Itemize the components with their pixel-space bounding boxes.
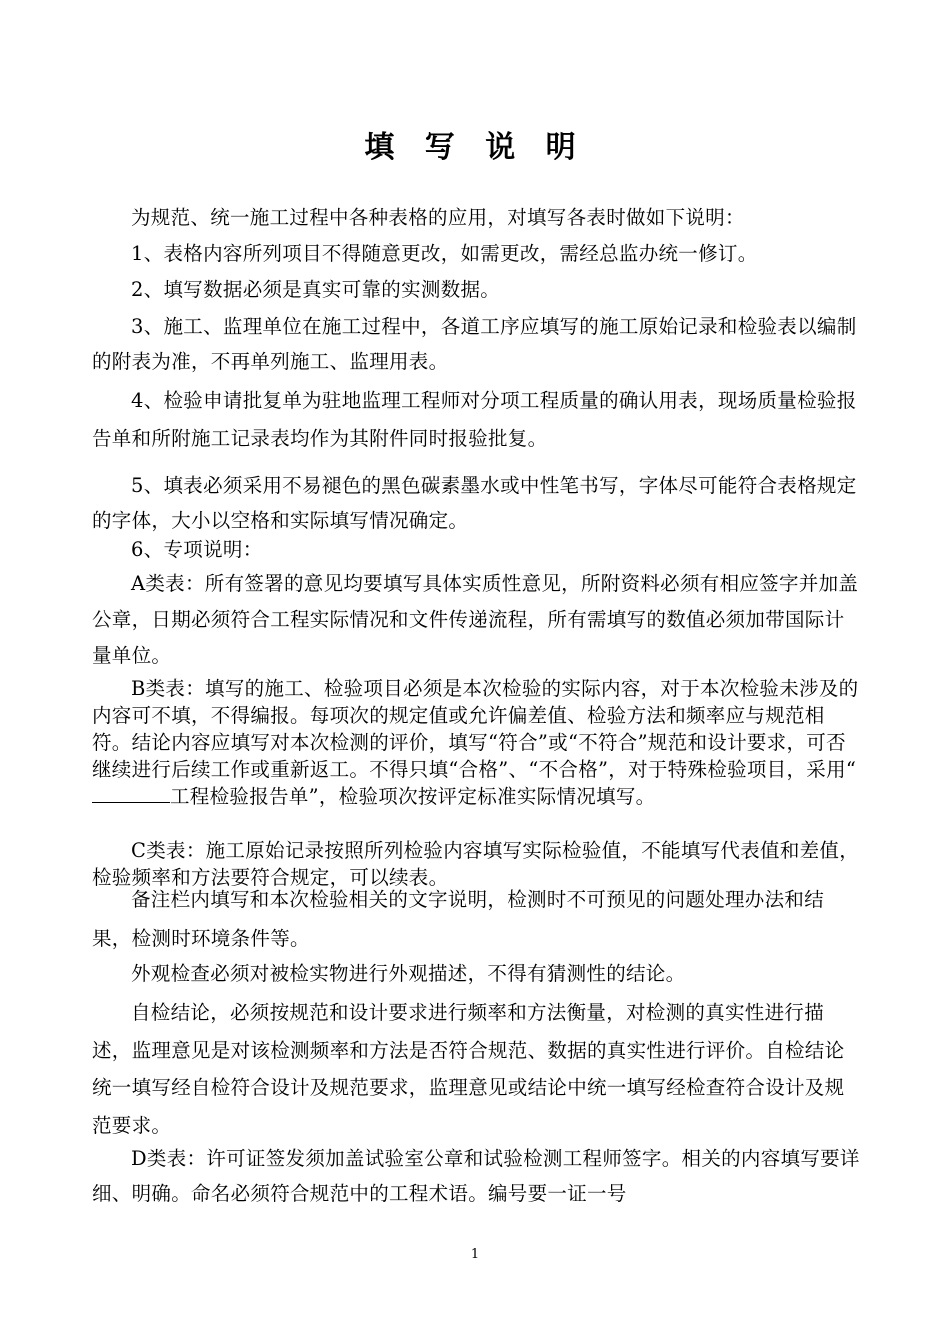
class-b-paragraph — [92, 675, 862, 810]
item-4-paragraph: 4、检验申请批复单为驻地监理工程师对分项工程质量的确认用表，现场质量检验报告单和所附施工记录表均作为其附件同时报验批复。 — [92, 389, 857, 450]
class-c-paragraph: C类表：施工原始记录按照所列检验内容填写实际检验值，不能填写代表值和差值，检验频率和方法要符合规定，可以续表。 — [92, 839, 860, 889]
document-title: 填 写 说 明 — [364, 130, 586, 165]
item-2-paragraph: 2、填写数据必须是真实可靠的实测数据。 — [131, 278, 501, 301]
item-6-paragraph: 6、专项说明： — [131, 538, 263, 561]
fill-in-blank — [92, 784, 170, 803]
intro-paragraph: 为规范、统一施工过程中各种表格的应用，对填写各表时做如下说明： — [131, 206, 745, 229]
item-3-paragraph: 3、施工、监理单位在施工过程中，各道工序应填写的施工原始记录和检验表以编制的附表为准，不再单列施工、监理用表。 — [92, 315, 857, 373]
self-check-paragraph: 自检结论，必须按规范和设计要求进行频率和方法衡量，对检测的真实性进行描述，监理意见是对该检测频率和方法是否符合规范、数据的真实性进行评价。自检结论统一填写经自检符合设计及规范要求，监理意见或结论中统一填写经检查符合设计及规范要求。 — [92, 1001, 845, 1137]
class-b-text-part2: 工程检验报告单”，检验项次按评定标准实际情况填写。 — [170, 785, 656, 808]
class-a-paragraph: A类表：所有签署的意见均要填写具体实质性意见，所附资料必须有相应签字并加盖公章，日期必须符合工程实际情况和文件传递流程，所有需填写的数值必须加带国际计量单位。 — [92, 572, 859, 667]
appearance-paragraph: 外观检查必须对被检实物进行外观描述，不得有猜测性的结论。 — [131, 962, 686, 985]
page-number: 1 — [470, 1247, 480, 1262]
class-b-text-part1: B类表：填写的施工、检验项目必须是本次检验的实际内容，对于本次检验未涉及的内容可不填，不得编报。每项次的规定值或允许偏差值、检验方法和频率应与规范相符。结论内容应填写对本次检测的评价，填写“符合”或“不符合”规范和设计要求，可否继续进行后续工作或重新返工。不得只填“合格”、“不合格”，对于特殊检验项目，采用“ — [92, 677, 859, 781]
class-d-paragraph: D类表：许可证签发须加盖试验室公章和试验检测工程师签字。相关的内容填写要详细、明确。命名必须符合规范中的工程术语。编号要一证一号 — [92, 1147, 860, 1205]
item-1-paragraph: 1、表格内容所列项目不得随意更改，如需更改，需经总监办统一修订。 — [131, 242, 758, 265]
item-5-paragraph: 5、填表必须采用不易褪色的黑色碳素墨水或中性笔书写，字体尽可能符合表格规定的字体，大小以空格和实际填写情况确定。 — [92, 474, 857, 532]
remarks-paragraph: 备注栏内填写和本次检验相关的文字说明，检测时不可预见的问题处理办法和结果，检测时环境条件等。 — [92, 888, 825, 950]
